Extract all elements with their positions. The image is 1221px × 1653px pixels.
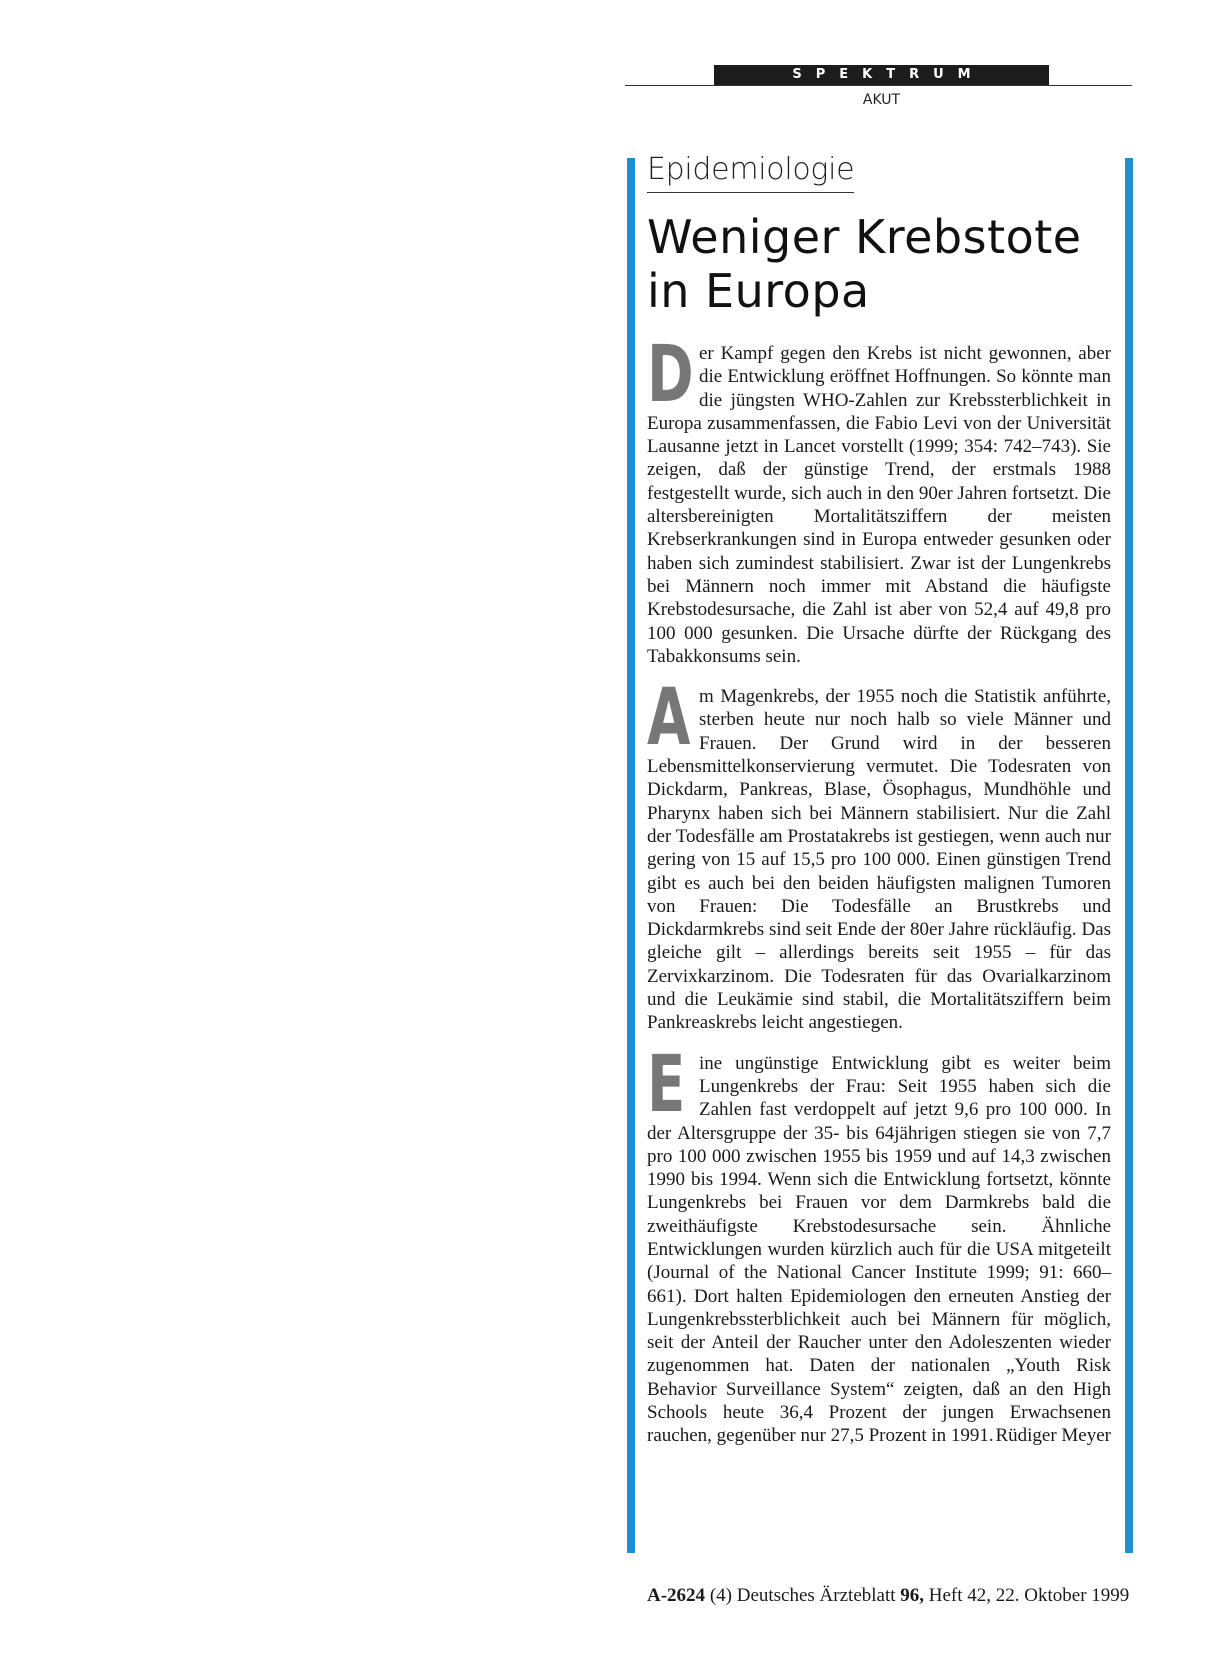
accent-bar-left	[627, 242, 635, 1553]
article-rubric: Epidemiologie	[647, 150, 854, 193]
paragraph-text: er Kampf gegen den Krebs ist nicht gewonnen, aber die Entwicklung eröffnet Hoffnungen. So könnte man die jüngsten WHO-Zahlen zur Krebssterblichkeit in Europa zusammenfassen, die Fabio Levi von der Universität Lausanne jetzt in Lancet vorstellt (1999; 354: 742–743). Sie zeigen, daß der günstige Trend, der erstmals 1988 festgestellt wurde, sich auch in den 90er Jahren fortsetzt. Die altersbereinigten Mortalitätsziffern der meisten Krebserkrankungen sind in Europa entweder gesunken oder haben sich zumindest stabilisiert. Zwar ist der Lungenkrebs bei Männern noch immer mit Abstand die häufigste Krebstodesursache, die Zahl ist aber von 52,4 auf 49,8 pro 100 000 gesunken. Die Ursache dürfte der Rückgang des Tabakkonsums sein.	[647, 343, 1111, 667]
accent-bar-right	[1125, 158, 1133, 1553]
page-number: A-2624	[647, 1585, 706, 1606]
accent-bar-left-top	[627, 158, 635, 242]
journal-name: Deutsches Ärzteblatt	[736, 1585, 896, 1606]
section-bar: SPEKTRUM	[714, 65, 1049, 85]
paragraph-3	[647, 1039, 1111, 1448]
paragraph-text: m Magenkrebs, der 1955 noch die Statistik anführte, sterben heute nur noch halb so viele Männer und Frauen. Der Grund wird in der besseren Lebensmittelkonservierung vermutet. Die Todesraten von Dickdarm, Pankreas, Blase, Ösophagus, Mundhöhle und Pharynx haben sich bei Männern stabilisiert. Nur die Zahl der Todesfälle am Prostatakrebs ist gestiegen, wenn auch nur gering von 15 auf 15,5 pro 100 000. Einen günstigen Trend gibt es auch bei den beiden häufigsten malignen Tumoren von Frauen: Die Todesfälle an Brustkrebs und Dickdarmkrebs sind seit Ende der 80er Jahre rückläufig. Das gleiche gilt – allerdings bereits seit 1955 – für das Zervixkarzinom. Die Todesraten für das Ovarialkarzinom und die Leukämie sind stabil, die Mortalitätsziffern beim Pankreaskrebs leicht angestiegen.	[647, 686, 1111, 1034]
subsection-label: AKUT	[862, 92, 901, 108]
header-rule	[625, 85, 1132, 86]
page-footer	[647, 1585, 1169, 1607]
dropcap: A	[647, 673, 691, 764]
dropcap: E	[647, 1039, 686, 1130]
dropcap: D	[647, 330, 694, 420]
paragraph-2	[647, 673, 1111, 1034]
journal-volume: 96,	[900, 1585, 925, 1606]
paragraph-1	[647, 330, 1111, 668]
journal-issue: Heft 42, 22. Oktober 1999	[928, 1585, 1130, 1606]
page-number-paren: (4)	[709, 1585, 732, 1606]
article-body	[647, 330, 1111, 1465]
article-headline: Weniger Krebstote in Europa	[647, 210, 1082, 318]
article-author: Rüdiger Meyer	[995, 1425, 1111, 1447]
paragraph-text: ine ungünstige Entwicklung gibt es weiter beim Lungenkrebs der Frau: Seit 1955 haben sich die Zahlen fast verdoppelt auf jetzt 9,6 pro 100 000. In der Altersgruppe der 35- bis 64jährigen stiegen sie von 7,7 pro 100 000 zwischen 1955 bis 1959 und auf 14,3 zwischen 1990 bis 1994. Wenn sich die Entwicklung fortsetzt, könnte Lungenkrebs bei Frauen vor dem Darmkrebs bald die zweithäufigste Krebstodesursache sein. Ähnliche Entwicklungen wurden kürzlich auch für die USA mitgeteilt (Journal of the National Cancer Institute 1999; 91: 660–661). Dort halten Epidemiologen den erneuten Anstieg der Lungenkrebssterblichkeit auch bei Männern für möglich, seit der Anteil der Raucher unter den Adoleszenten wieder zugenommen hat. Daten der nationalen „Youth Risk Behavior Surveillance System“ zeigten, daß an den High Schools heute 36,4 Prozent der jungen Erwachsenen rauchen, gegenüber nur 27,5 Prozent in 1991.	[647, 1052, 1111, 1447]
